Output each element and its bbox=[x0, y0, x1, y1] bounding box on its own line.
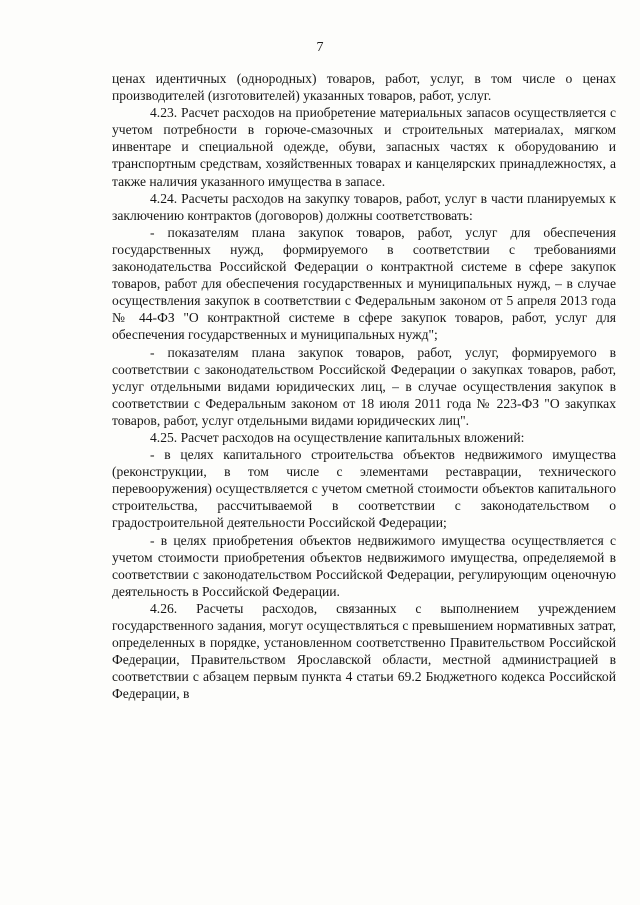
list-item-real-estate-acquisition: - в целях приобретения объектов недвижимого имущества осуществляется с учетом стоимости приобретения объектов недвижимого имущества, определяемой в соответствии с законодательством Российской Федерации, регулирующим оценочную деятельность в Российской Федерации. bbox=[112, 532, 616, 599]
paragraph-4-23: 4.23. Расчет расходов на приобретение материальных запасов осуществляется с учетом потребности в горюче-смазочных и строительных материалах, мягком инвентаре и специальной одежде, обуви, запасных частях к оборудованию и транспортным средствам, хозяйственных товарах и канцелярских принадлежностях, а также наличия указанного имущества в запасе. bbox=[112, 105, 616, 189]
paragraph-4-25: 4.25. Расчет расходов на осуществление капитальных вложений: bbox=[150, 429, 525, 445]
page-number: 7 bbox=[316, 40, 324, 55]
list-item-plan-223fz: - показателям плана закупок товаров, работ, услуг, формируемого в соответствии с законодательством Российской Федерации о закупках товаров, работ, услуг отдельными видами юридических лиц, – в случае осуществления закупок в соответствии с Федеральным законом от 18 июля 2011 года № 223-ФЗ "О закупках товаров, работ, услуг отдельными видами юридических лиц". bbox=[112, 344, 616, 428]
document-body bbox=[112, 70, 616, 702]
list-item-plan-44fz: - показателям плана закупок товаров, работ, услуг для обеспечения государственных нужд, формируемого в соответствии с требованиями законодательства Российской Федерации о контрактной системе в сфере закупок товаров, работ для обеспечения государственных и муниципальных нужд, – в случае осуществления закупок в соответствии с Федеральным законом от 5 апреля 2013 года № 44-ФЗ "О контрактной системе в сфере закупок товаров, работ, услуг для обеспечения государственных и муниципальных нужд"; bbox=[112, 224, 616, 343]
paragraph-continuation: ценах идентичных (однородных) товаров, работ, услуг, в том числе о ценах производителей (изготовителей) указанных товаров, работ, услуг. bbox=[112, 71, 616, 104]
list-item-capital-construction: - в целях капитального строительства объектов недвижимого имущества (реконструкции, в том числе с элементами реставрации, технического перевооружения) осуществляется с учетом сметной стоимости объектов капитального строительства, рассчитываемой в соответствии с законодательством о градостроительной деятельности Российской Федерации; bbox=[112, 447, 616, 531]
paragraph-4-26: 4.26. Расчеты расходов, связанных с выполнением учреждением государственного задания, могут осуществляться с превышением нормативных затрат, определенных в порядке, установленном соответственно Правительством Российской Федерации, Правительством Ярославской области, местной администрацией в соответствии с абзацем первым пункта 4 статьи 69.2 Бюджетного кодекса Российской Федерации, в bbox=[112, 600, 616, 702]
paragraph-4-24: 4.24. Расчеты расходов на закупку товаров, работ, услуг в части планируемых к заключению контрактов (договоров) должны соответствовать: bbox=[112, 190, 616, 223]
